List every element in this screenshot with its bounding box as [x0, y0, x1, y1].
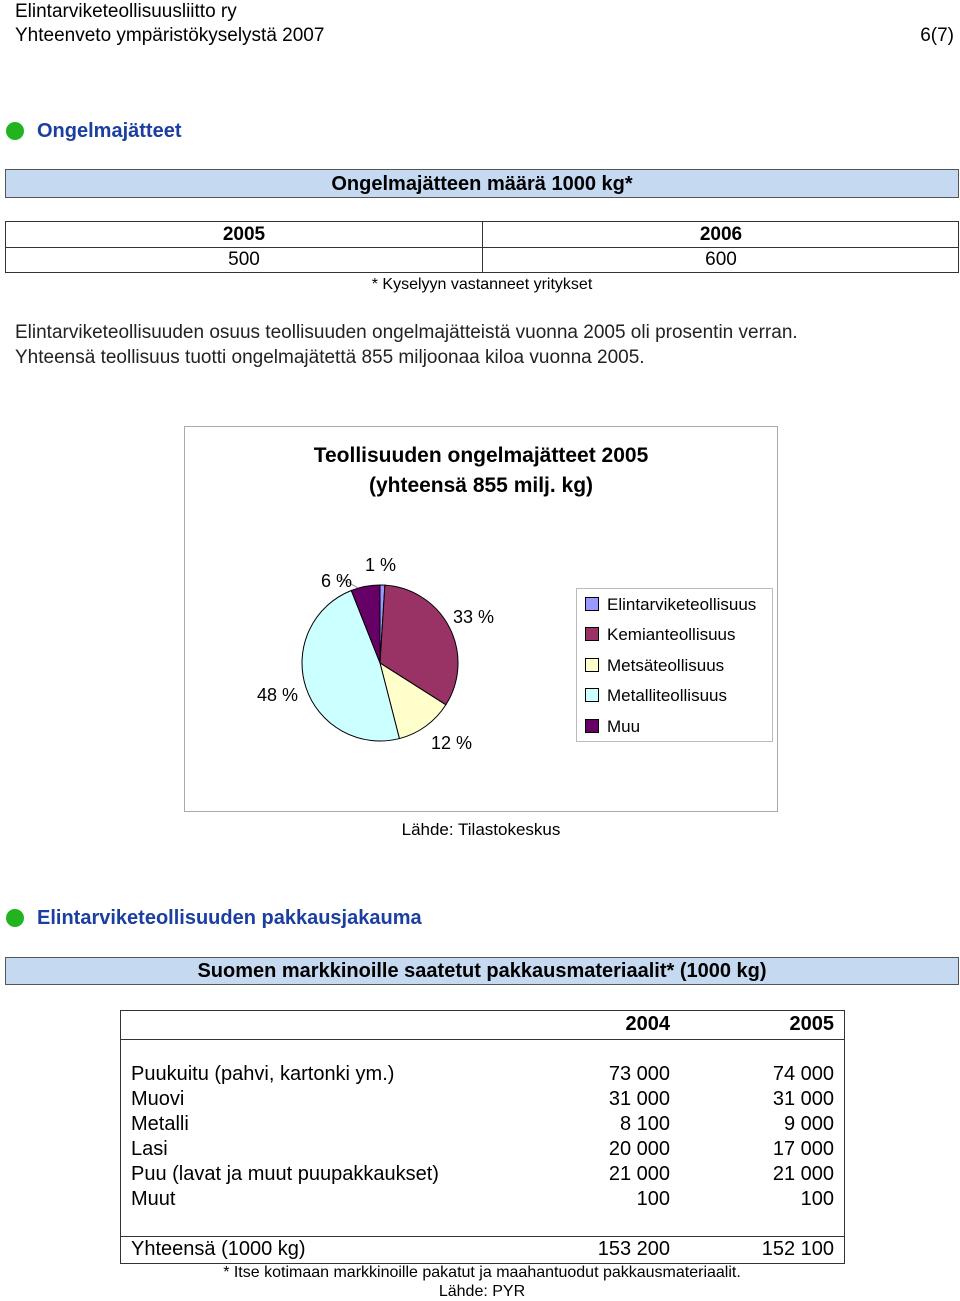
row-value-2005: 21 000 [772, 1163, 834, 1185]
row-label: Puukuitu (pahvi, kartonki ym.) [131, 1063, 395, 1085]
pie-label-muu: 6 % [321, 571, 353, 591]
packaging-table [120, 1010, 845, 1264]
chart-title-line-2: (yhteensä 855 milj. kg) [368, 474, 594, 497]
year-2005-header: 2005 [222, 224, 266, 245]
total-2004: 153 200 [597, 1238, 670, 1260]
table-header-row [121, 1013, 844, 1038]
packaging-table-title: Suomen markkinoille saatetut pakkausmateriaalit* (1000 kg) [5, 957, 959, 985]
table-total-divider [121, 1236, 844, 1237]
row-value-2004: 73 000 [608, 1063, 670, 1085]
value-2006: 600 [705, 249, 737, 270]
legend-item-elintarviketeollisuus [585, 594, 756, 616]
table-row-divider [6, 247, 958, 248]
row-label: Lasi [131, 1138, 168, 1160]
row-value-2005: 17 000 [772, 1138, 834, 1160]
row-value-2004: 21 000 [608, 1163, 670, 1185]
legend-label: Metalliteollisuus [607, 686, 727, 705]
waste-footnote: * Kyselyyn vastanneet yritykset [371, 276, 593, 293]
legend-item-metsateollisuus [585, 655, 724, 677]
legend-swatch [585, 719, 599, 733]
paragraph-line-1: Elintarviketeollisuuden osuus teollisuuden ongelmajätteistä vuonna 2005 oli prosentin verran. [15, 322, 798, 343]
row-value-2005: 9 000 [783, 1113, 834, 1135]
pie-label-metsateollisuus: 12 % [431, 733, 473, 753]
row-value-2004: 31 000 [608, 1088, 670, 1110]
chart-source: Lähde: Tilastokeskus [401, 820, 561, 839]
bullet-icon [6, 909, 24, 927]
waste-table-title: Ongelmajätteen määrä 1000 kg* [5, 169, 959, 198]
legend-swatch [585, 658, 599, 672]
table-row [121, 1088, 844, 1113]
legend-item-muu [585, 716, 640, 738]
total-label: Yhteensä (1000 kg) [131, 1238, 306, 1260]
legend-swatch [585, 597, 599, 611]
table-row [121, 1113, 844, 1138]
pie-chart-area [184, 426, 778, 812]
table-row [121, 1188, 844, 1213]
legend-swatch [585, 627, 599, 641]
packaging-source: Lähde: PYR [438, 1283, 526, 1300]
table-total-row [121, 1238, 844, 1263]
pie-label-elintarviketeollisuus: 1 % [365, 555, 397, 575]
bullet-icon [6, 122, 24, 140]
waste-table [5, 221, 959, 273]
org-name: Elintarviketeollisuusliitto ry [15, 1, 237, 22]
legend-item-metalliteollisuus [585, 685, 727, 707]
row-value-2005: 74 000 [772, 1063, 834, 1085]
row-value-2004: 20 000 [608, 1138, 670, 1160]
table-row [121, 1063, 844, 1088]
legend-swatch [585, 688, 599, 702]
chart-legend [576, 588, 773, 742]
legend-item-kemianteollisuus [585, 624, 736, 646]
value-2005: 500 [228, 249, 260, 270]
document-subtitle: Yhteenveto ympäristökyselystä 2007 [15, 25, 325, 46]
row-label: Muovi [131, 1088, 185, 1110]
table-row [121, 1138, 844, 1163]
section-title-ongelmajatteet: Ongelmajätteet [37, 120, 182, 142]
chart-title-line-1: Teollisuuden ongelmajätteet 2005 [313, 444, 649, 467]
table-header-divider [121, 1039, 844, 1040]
section-title-pakkausjakauma: Elintarviketeollisuuden pakkausjakauma [37, 907, 422, 929]
row-label: Muut [131, 1188, 176, 1210]
legend-label: Metsäteollisuus [607, 656, 725, 675]
pie-label-metalliteollisuus: 48 % [257, 685, 299, 705]
row-value-2005: 100 [800, 1188, 834, 1210]
year-2004-header: 2004 [625, 1013, 670, 1035]
row-value-2004: 8 100 [619, 1113, 670, 1135]
row-label: Puu (lavat ja muut puupakkaukset) [131, 1163, 439, 1185]
row-value-2005: 31 000 [772, 1088, 834, 1110]
row-label: Metalli [131, 1113, 189, 1135]
pie-label-kemianteollisuus: 33 % [453, 607, 495, 627]
packaging-footnote: * Itse kotimaan markkinoille pakatut ja maahantuodut pakkausmateriaalit. [223, 1264, 741, 1281]
legend-label: Kemianteollisuus [607, 625, 736, 644]
legend-label: Muu [607, 717, 641, 736]
paragraph-line-2: Yhteensä teollisuus tuotti ongelmajätettä 855 miljoonaa kiloa vuonna 2005. [15, 347, 645, 368]
row-value-2004: 100 [636, 1188, 670, 1210]
page-number: 6(7) [920, 25, 954, 46]
year-2005-header: 2005 [789, 1013, 834, 1035]
year-2006-header: 2006 [699, 224, 743, 245]
legend-label: Elintarviketeollisuus [607, 595, 757, 614]
total-2005: 152 100 [761, 1238, 834, 1260]
table-row [121, 1163, 844, 1188]
